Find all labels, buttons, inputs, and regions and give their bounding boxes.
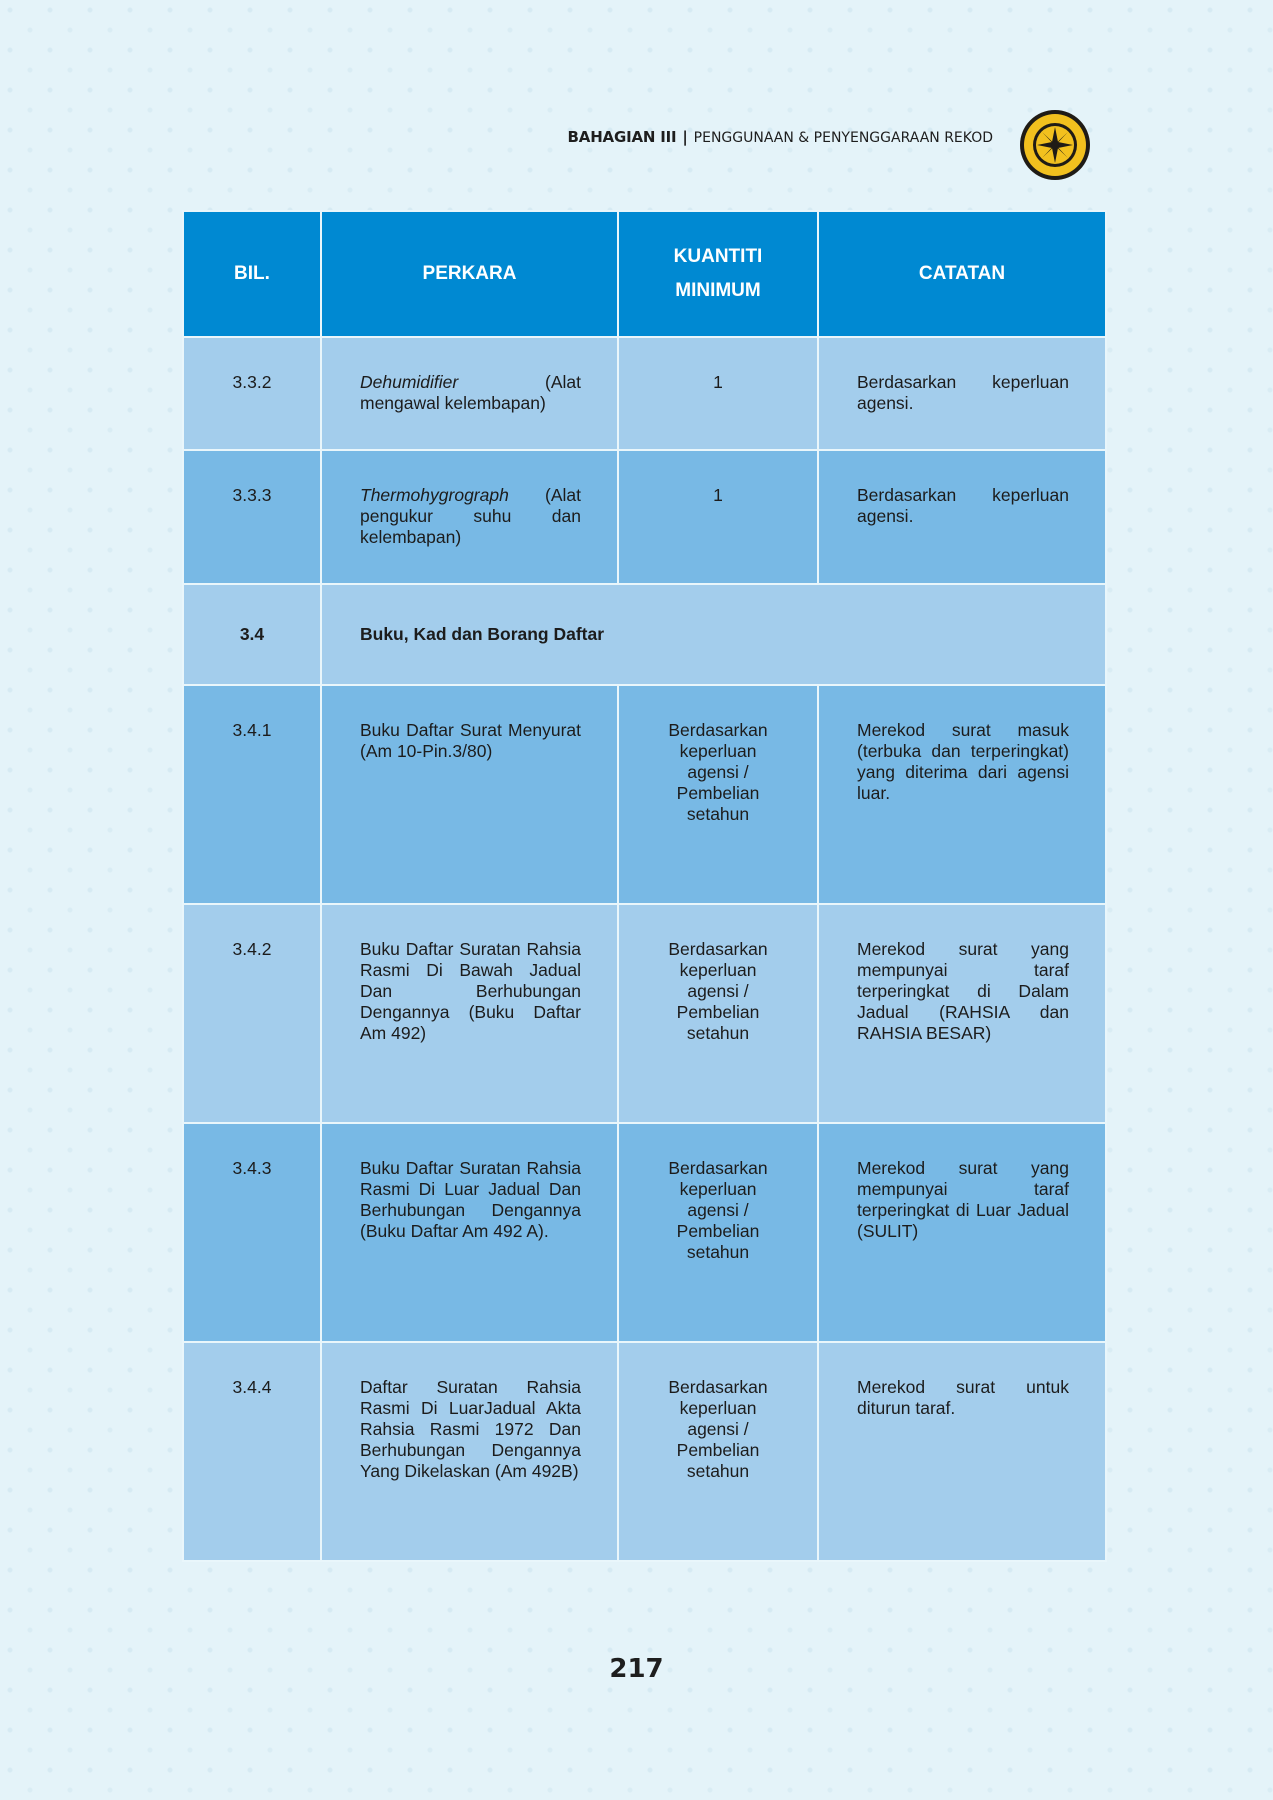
item-description: Buku Daftar Suratan Rahsia Rasmi Di Luar Jadual Dan Berhubungan Dengannya (Buku Daftar Am 492 A).	[360, 1158, 581, 1241]
section-number: 3.4	[239, 624, 265, 644]
row-number: 3.4.2	[232, 939, 272, 959]
note-text: Merekod surat yang mempunyai taraf terperingkat di Dalam Jadual (RAHSIA dan RAHSIA BESAR)	[857, 939, 1069, 1043]
item-name-italic: Dehumidifier	[360, 372, 459, 392]
column-header-kuantiti-line1: KUANTITI	[673, 246, 763, 267]
cell-bil	[183, 904, 321, 1123]
cell-perkara	[321, 1123, 618, 1342]
cell-perkara	[321, 685, 618, 904]
quantity-value: Berdasarkan keperluan agensi / Pembelian setahun	[668, 1158, 768, 1262]
row-number: 3.4.3	[232, 1158, 272, 1178]
cell-catatan	[818, 1342, 1106, 1561]
cell-kuantiti	[618, 450, 818, 584]
quantity-value: Berdasarkan keperluan agensi / Pembelian setahun	[668, 939, 768, 1043]
item-description: (Alat pengukur suhu dan kelembapan)	[360, 485, 581, 547]
cell-catatan	[818, 904, 1106, 1123]
row-number: 3.4.4	[232, 1377, 272, 1397]
cell-kuantiti	[618, 337, 818, 450]
quantity-value: 1	[713, 372, 723, 392]
cell-kuantiti	[618, 1123, 818, 1342]
section-row	[183, 584, 1106, 685]
cell-section-title	[321, 584, 1106, 685]
cell-perkara	[321, 904, 618, 1123]
item-description: Daftar Suratan Rahsia Rasmi Di LuarJadual Akta Rahsia Rasmi 1972 Dan Berhubungan Dengannya Yang Dikelaskan (Am 492B)	[360, 1377, 581, 1481]
table-row	[183, 1123, 1106, 1342]
cell-bil	[183, 450, 321, 584]
section-title: Buku, Kad dan Borang Daftar	[360, 624, 605, 644]
cell-bil	[183, 584, 321, 685]
table-row	[183, 904, 1106, 1123]
table-row	[183, 337, 1106, 450]
item-description: Buku Daftar Surat Menyurat (Am 10-Pin.3/80)	[360, 720, 581, 761]
note-text: Berdasarkan keperluan agensi.	[857, 372, 1069, 413]
header-part: BAHAGIAN III	[567, 128, 677, 146]
row-number: 3.4.1	[232, 720, 272, 740]
header-title: PENGGUNAAN & PENYENGGARAAN REKOD	[693, 130, 993, 146]
table-row	[183, 450, 1106, 584]
cell-catatan	[818, 450, 1106, 584]
table-row	[183, 1342, 1106, 1561]
column-header-catatan: CATATAN	[818, 211, 1106, 337]
cell-bil	[183, 337, 321, 450]
cell-kuantiti	[618, 904, 818, 1123]
cell-perkara	[321, 1342, 618, 1561]
column-header-kuantiti-line2: MINIMUM	[675, 280, 761, 301]
column-header-kuantiti	[618, 211, 818, 337]
note-text: Berdasarkan keperluan agensi.	[857, 485, 1069, 526]
row-number: 3.3.3	[232, 485, 272, 505]
quantity-value: 1	[713, 485, 723, 505]
note-text: Merekod surat untuk diturun taraf.	[857, 1377, 1069, 1418]
item-description: (Alat mengawal kelembapan)	[360, 372, 581, 413]
cell-perkara	[321, 450, 618, 584]
column-header-bil: BIL.	[183, 211, 321, 337]
agency-seal-logo	[1019, 109, 1091, 181]
item-name-italic: Thermohygrograph	[360, 485, 509, 505]
cell-kuantiti	[618, 1342, 818, 1561]
cell-perkara	[321, 337, 618, 450]
cell-kuantiti	[618, 685, 818, 904]
quantity-value: Berdasarkan keperluan agensi / Pembelian setahun	[668, 720, 768, 824]
cell-catatan	[818, 685, 1106, 904]
cell-bil	[183, 685, 321, 904]
cell-catatan	[818, 1123, 1106, 1342]
cell-catatan	[818, 337, 1106, 450]
table-row	[183, 685, 1106, 904]
page-number: 217	[609, 1654, 664, 1684]
cell-bil	[183, 1342, 321, 1561]
note-text: Merekod surat masuk (terbuka dan terperingkat) yang diterima dari agensi luar.	[857, 720, 1069, 803]
row-number: 3.3.2	[232, 372, 272, 392]
column-header-perkara: PERKARA	[321, 211, 618, 337]
header-separator: |	[682, 128, 688, 146]
quantity-value: Berdasarkan keperluan agensi / Pembelian setahun	[668, 1377, 768, 1481]
item-description: Buku Daftar Suratan Rahsia Rasmi Di Bawah Jadual Dan Berhubungan Dengannya (Buku Daftar Am 492)	[360, 939, 581, 1043]
cell-bil	[183, 1123, 321, 1342]
table-header-row	[183, 211, 1106, 337]
note-text: Merekod surat yang mempunyai taraf terperingkat di Luar Jadual (SULIT)	[857, 1158, 1069, 1241]
equipment-table	[182, 210, 1107, 1562]
running-header	[568, 128, 993, 146]
